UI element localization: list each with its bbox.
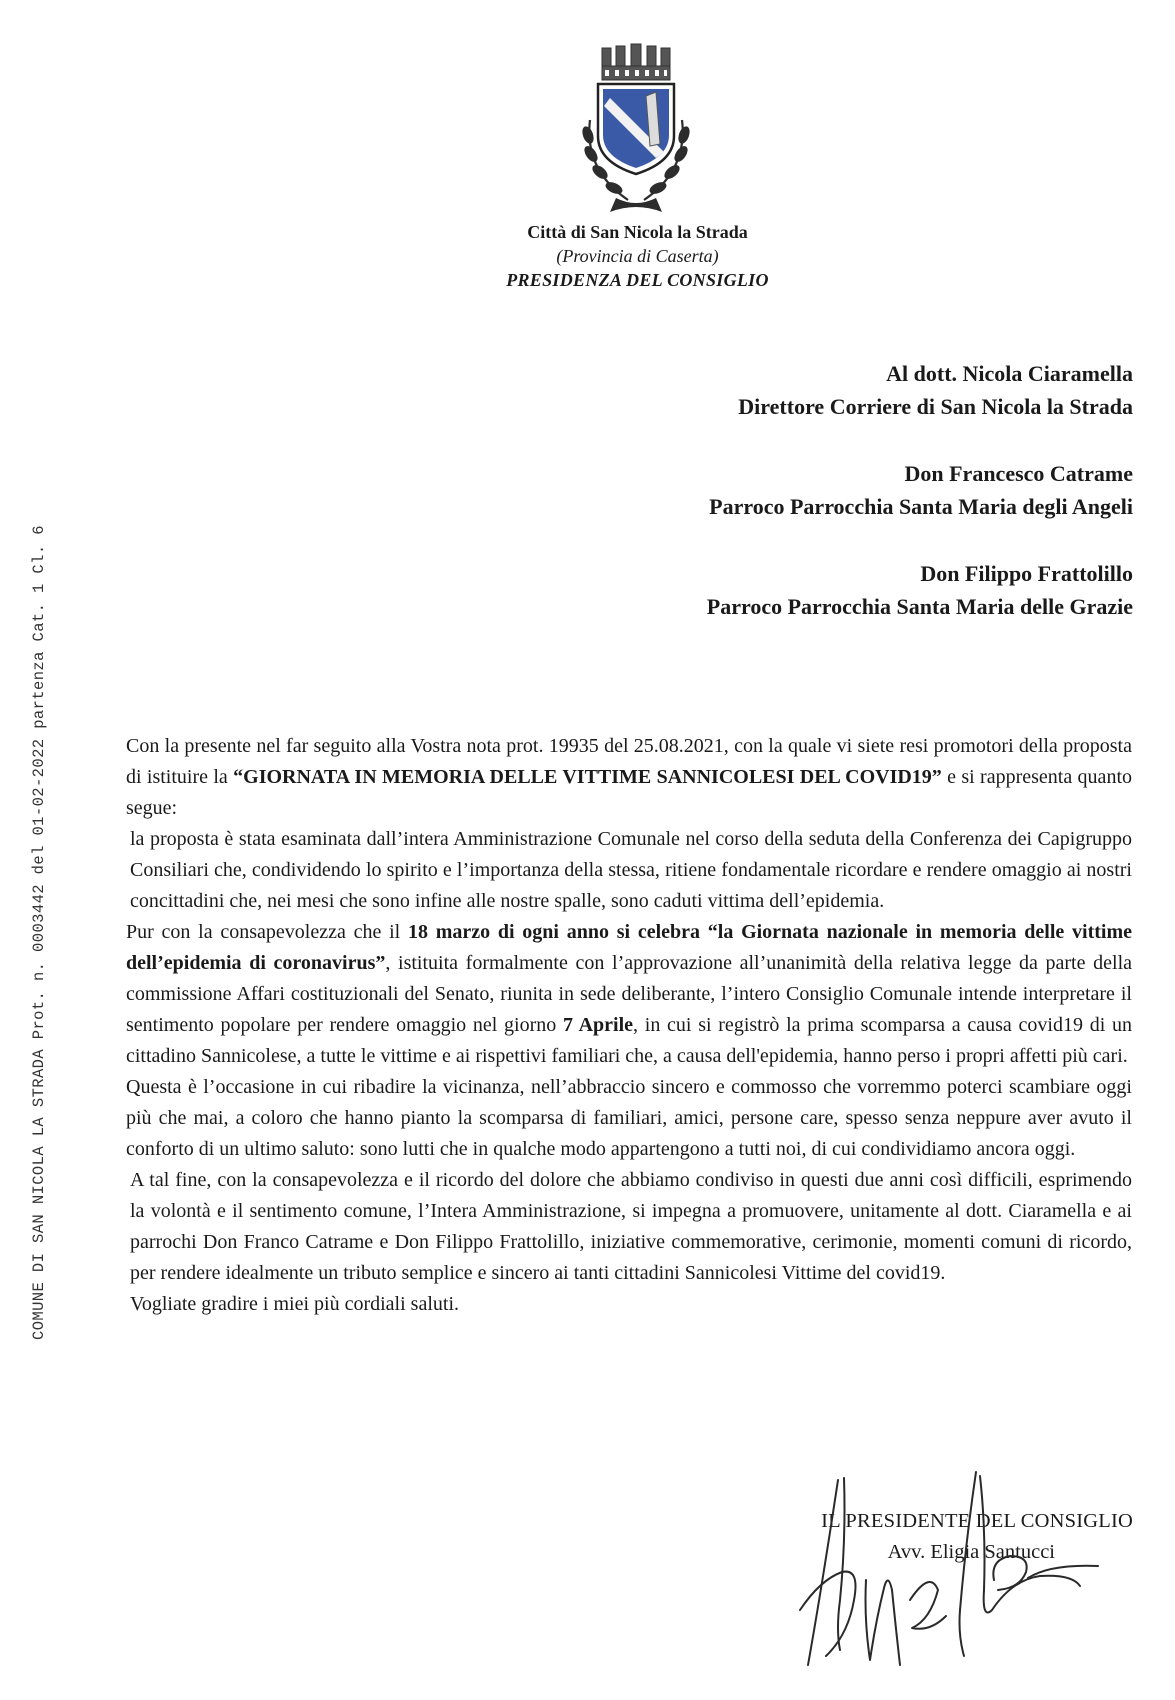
national-day-text: 18 marzo di ogni anno si celebra “la Giornata nazionale in memoria delle vittime dell’epidemia di coronavirus”	[126, 921, 1132, 974]
recipients-block	[433, 357, 1133, 657]
recipient-1	[433, 357, 1133, 423]
handwritten-signature-icon	[780, 1460, 1100, 1685]
recipient-name: Don Filippo Frattolillo	[920, 561, 1133, 586]
signatory-role: IL PRESIDENTE DEL CONSIGLIO	[821, 1510, 1133, 1532]
recipient-3	[433, 557, 1133, 623]
text-span: , in cui si registrò la prima scomparsa a causa covid19 di un cittadino Sannicolese, a tutte le vittime e ai rispettivi familiari che, a causa dell'epidemia, hanno perso i propri affetti più cari.	[126, 1014, 1132, 1067]
text-span: , istituita formalmente con l’approvazione all’unanimità della relativa legge da parte della commissione Affari costituzionali del Senato, riunita in sede deliberante, l’intero Consiglio Comunale intende interpretare il sentimento popolare per rendere omaggio nel giorno	[126, 952, 1132, 1036]
recipient-role: Parroco Parrocchia Santa Maria degli Angeli	[709, 494, 1133, 519]
recipient-name: Don Francesco Catrame	[904, 461, 1133, 486]
municipal-crest-icon	[576, 40, 696, 220]
paragraph-commitment: A tal fine, con la consapevolezza e il ricordo del dolore che abbiamo condiviso in questi due anni così difficili, esprimendo la volontà e il sentimento comune, l’Intera Amministrazione, si impegna a promuovere, unitamente al dott. Ciaramella e ai parrochi Don Franco Catrame e Don Filippo Frattolillo, iniziative commemorative, cerimonie, momenti comuni di ricordo, per rendere idealmente un tributo semplice e sincero ai tanti cittadini Sannicolesi Vittime del covid19.	[130, 1169, 1132, 1284]
recipient-role: Parroco Parrocchia Santa Maria delle Grazie	[706, 594, 1133, 619]
protocol-stamp-text: COMUNE DI SAN NICOLA LA STRADA Prot. n. 0003442 del 01-02-2022 partenza Cat. 1 Cl. 6	[30, 525, 48, 1340]
paragraph-closeness: Questa è l’occasione in cui ribadire la vicinanza, nell’abbraccio sincero e commosso che vorremmo poterci scambiare oggi più che mai, a coloro che hanno pianto la scomparsa di familiari, amici, persone care, spesso senza neppure aver avuto il conforto di un ultimo saluto: sono lutti che in qualche modo appartengono a tutti noi, di cui condividiamo ancora oggi.	[126, 1076, 1132, 1160]
paragraph-proposal: la proposta è stata esaminata dall’intera Amministrazione Comunale nel corso della seduta della Conferenza dei Capigruppo Consiliari che, condividendo lo spirito e l’importanza della stessa, ritiene fondamentale ricordare e rendere omaggio ai nostri concittadini che, nei mesi che sono infine alle nostre spalle, sono caduti vittima dell’epidemia.	[130, 828, 1132, 912]
letter-body	[126, 731, 1132, 1320]
recipient-role: Direttore Corriere di San Nicola la Strada	[738, 394, 1133, 419]
paragraph-greeting: Vogliate gradire i miei più cordiali saluti.	[130, 1293, 459, 1315]
province-name: (Provincia di Caserta)	[556, 246, 719, 266]
protocol-stamp	[30, 525, 70, 1341]
memorial-date: 7 Aprile	[562, 1014, 634, 1036]
text-span: Con la presente nel far seguito alla Vostra nota prot. 19935 del 25.08.2021, con la quale vi siete resi promotori della proposta di istituire la	[126, 735, 1132, 788]
event-title: “GIORNATA IN MEMORIA DELLE VITTIME SANNICOLESI DEL COVID19”	[233, 766, 942, 788]
paragraph-intro	[126, 731, 1132, 824]
office-name: PRESIDENZA DEL CONSIGLIO	[506, 270, 769, 290]
text-span: Pur con la consapevolezza che il	[126, 921, 408, 943]
signatory-name: Avv. Eligia Santucci	[887, 1541, 1055, 1563]
recipient-name: Al dott. Nicola Ciaramella	[886, 361, 1133, 386]
paragraph-national-day	[126, 917, 1132, 1072]
recipient-2	[433, 457, 1133, 523]
city-name: Città di San Nicola la Strada	[527, 222, 748, 242]
text-span: e si rappresenta quanto segue:	[126, 766, 1132, 819]
